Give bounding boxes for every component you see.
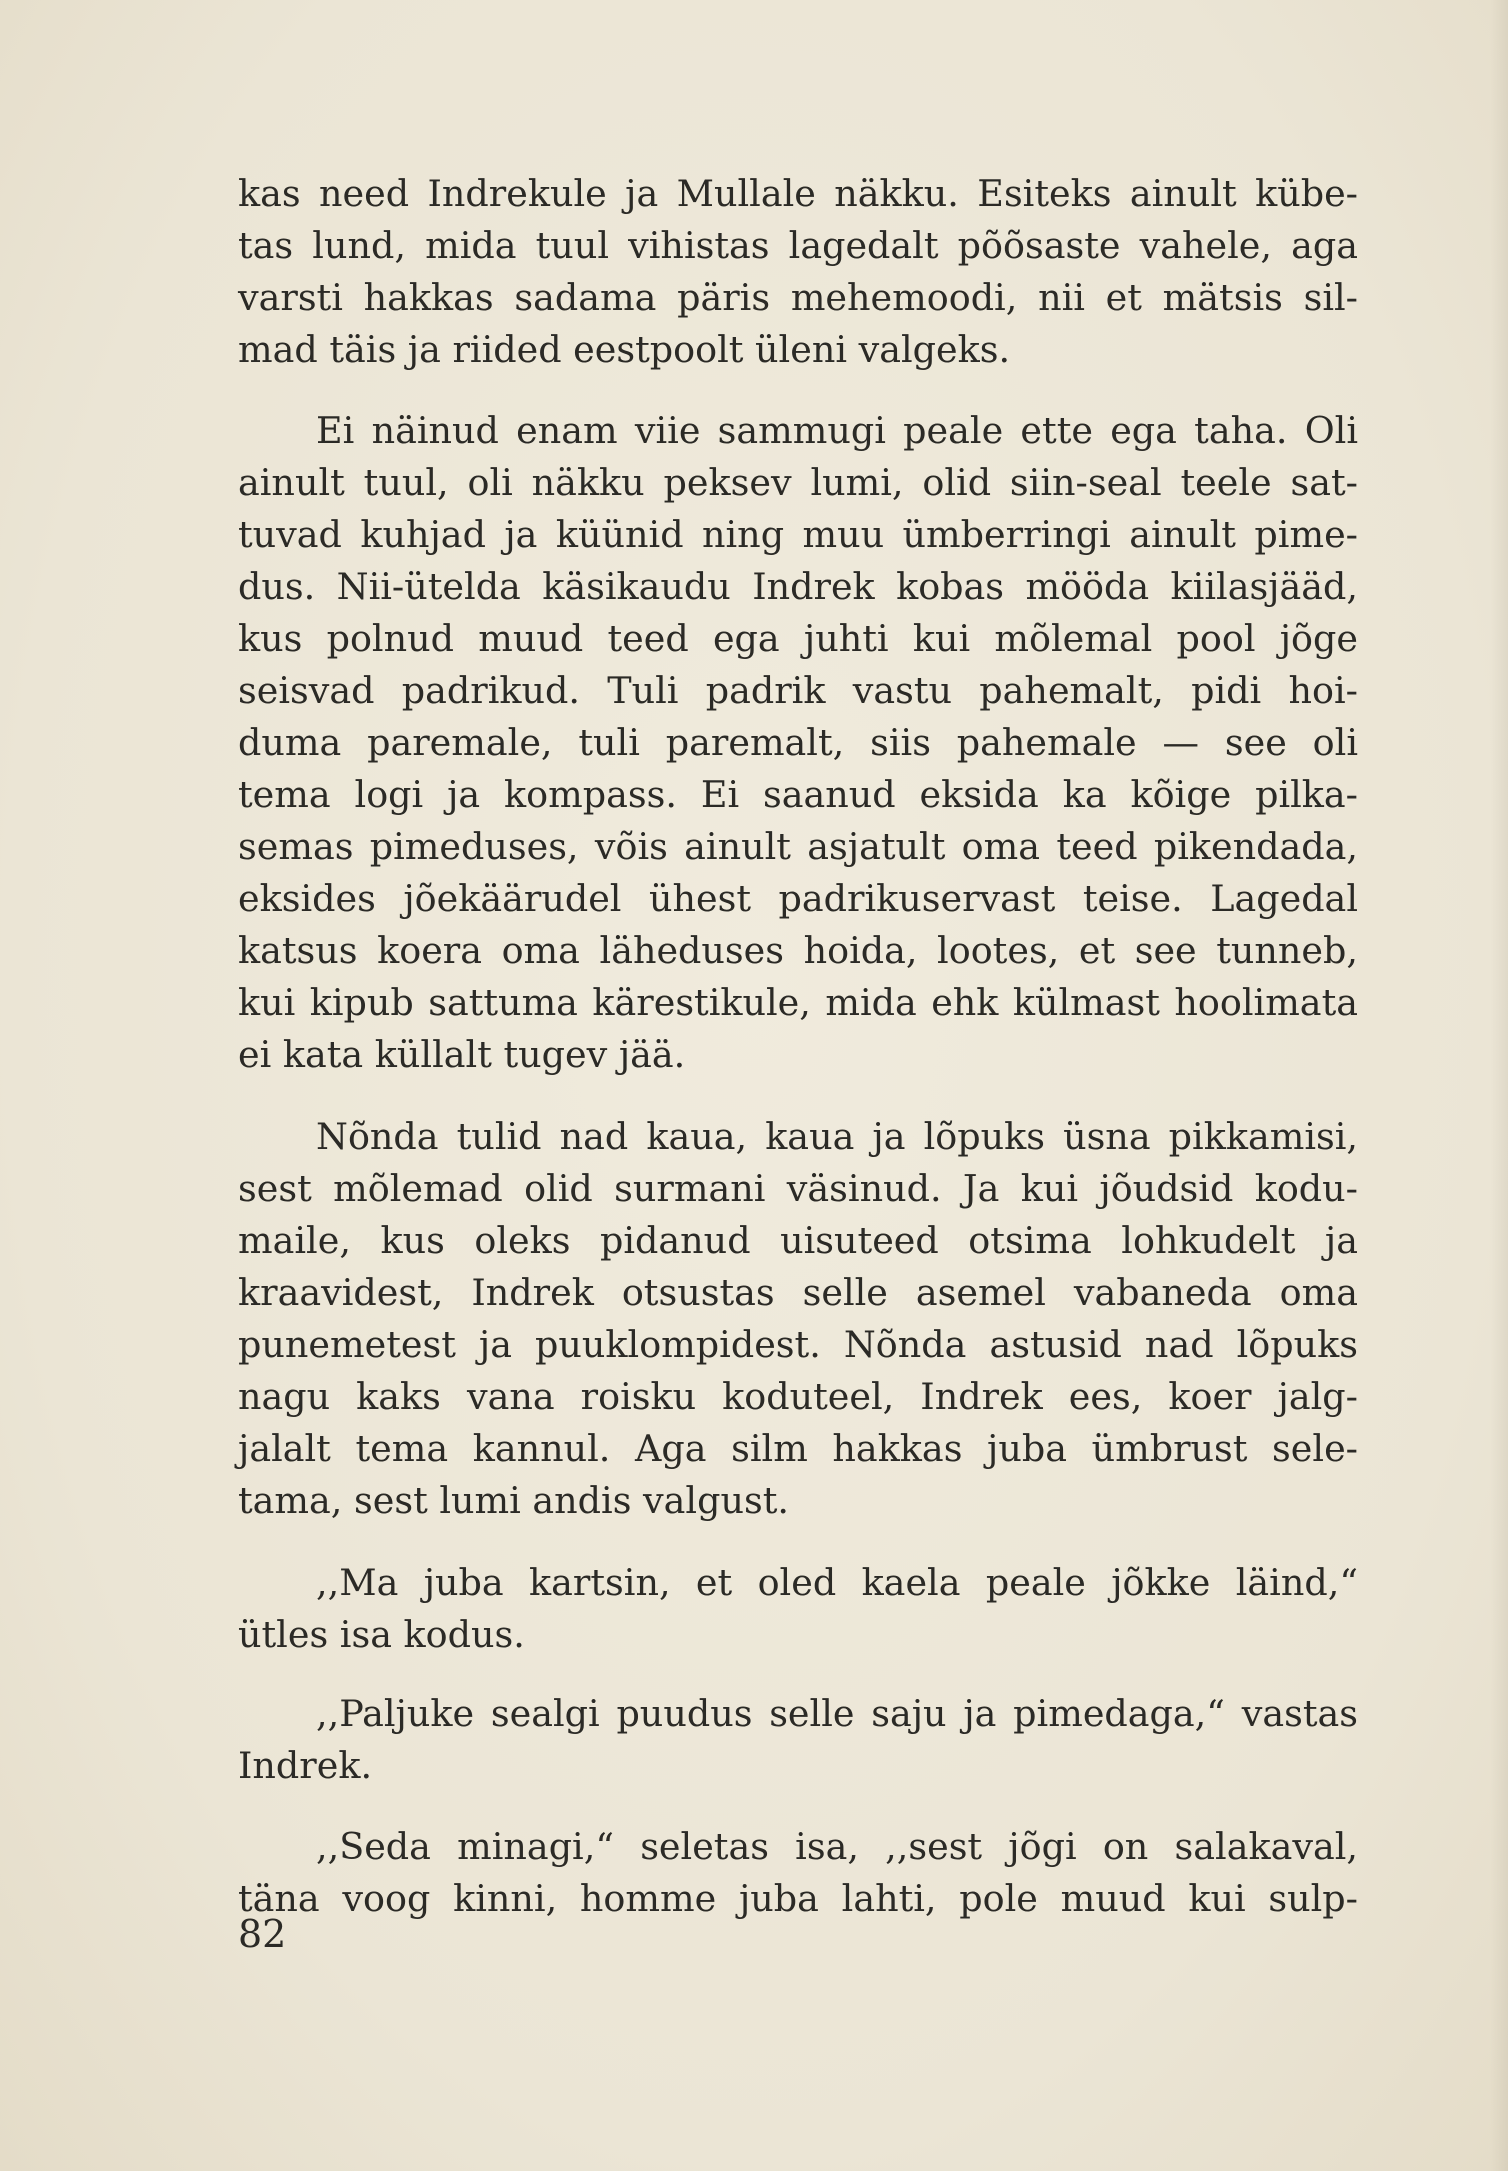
page-number: 82 [238,1912,287,1956]
text-line: ,,Ma juba kartsin, et oled kaela peale jõkke läind,“ [316,1561,1358,1604]
text-line: tuvad kuhjad ja küünid ning muu ümberringi ainult pime- [238,513,1358,556]
text-line: kui kipub sattuma kärestikule, mida ehk külmast hoolimata [238,981,1358,1024]
text-line: Nõnda tulid nad kaua, kaua ja lõpuks üsna pikkamisi, [316,1115,1358,1158]
text-line: varsti hakkas sadama päris mehemoodi, nii et mätsis sil- [238,276,1358,319]
text-line: jalalt tema kannul. Aga silm hakkas juba ümbrust sele- [238,1427,1358,1470]
text-line: tama, sest lumi andis valgust. [238,1479,789,1522]
text-line: tas lund, mida tuul vihistas lagedalt põõsaste vahele, aga [238,224,1358,267]
text-line: ,,Seda minagi,“ seletas isa, ,,sest jõgi on salakaval, [316,1825,1358,1868]
text-line: dus. Nii-ütelda käsikaudu Indrek kobas mööda kiilasjääd, [238,565,1358,608]
text-line: ütles isa kodus. [238,1613,525,1656]
text-line: katsus koera oma läheduses hoida, lootes, et see tunneb, [238,929,1358,972]
text-line: punemetest ja puuklompidest. Nõnda astusid nad lõpuks [238,1323,1358,1366]
text-line: semas pimeduses, võis ainult asjatult oma teed pikendada, [238,825,1358,868]
text-line: seisvad padrikud. Tuli padrik vastu pahemalt, pidi hoi- [238,669,1358,712]
text-line: tema logi ja kompass. Ei saanud eksida ka kõige pilka- [238,773,1358,816]
text-line: ei kata küllalt tugev jää. [238,1033,686,1076]
text-line: Ei näinud enam viie sammugi peale ette ega taha. Oli [316,409,1358,452]
text-line: ,,Paljuke sealgi puudus selle saju ja pimedaga,“ vastas [316,1692,1358,1735]
text-line: ainult tuul, oli näkku peksev lumi, olid siin-seal teele sat- [238,461,1358,504]
text-line: täna voog kinni, homme juba lahti, pole muud kui sulp- [238,1877,1358,1920]
text-line: nagu kaks vana roisku koduteel, Indrek ees, koer jalg- [238,1375,1358,1418]
text-line: eksides jõekäärudel ühest padrikuservast teise. Lagedal [238,877,1358,920]
page-edge-shadow [1490,0,1508,2171]
text-line: kus polnud muud teed ega juhti kui mõlemal pool jõge [238,617,1358,660]
text-line: duma paremale, tuli paremalt, siis pahemale — see oli [238,721,1358,764]
text-line: kraavidest, Indrek otsustas selle asemel vabaneda oma [238,1271,1358,1314]
text-line: kas need Indrekule ja Mullale näkku. Esiteks ainult kübe- [238,172,1358,215]
text-line: Indrek. [238,1744,373,1787]
text-line: mad täis ja riided eestpoolt üleni valgeks. [238,328,1011,371]
text-line: maile, kus oleks pidanud uisuteed otsima lohkudelt ja [238,1219,1358,1262]
text-line: sest mõlemad olid surmani väsinud. Ja kui jõudsid kodu- [238,1167,1358,1210]
